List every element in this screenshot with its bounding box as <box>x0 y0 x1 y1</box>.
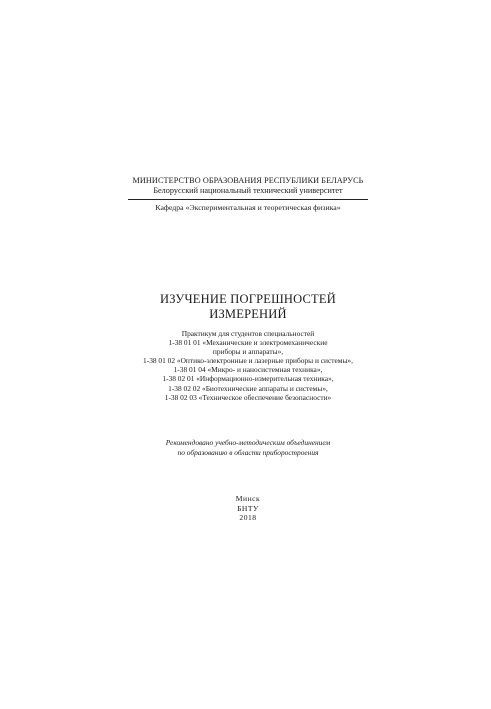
title-line: ИЗМЕРЕНИЙ <box>209 307 287 321</box>
specialty-line: Практикум для студентов специальностей <box>181 329 315 338</box>
imprint-block <box>200 494 296 523</box>
recommendation-block <box>100 438 396 457</box>
header-divider <box>128 199 368 200</box>
department-name: Кафедра «Экспериментальная и теоретическая физика» <box>155 203 341 212</box>
title-line: ИЗУЧЕНИЕ ПОГРЕШНОСТЕЙ <box>160 292 336 306</box>
imprint-city: Минск <box>235 494 261 503</box>
recommendation-line: по образованию в области приборостроения <box>177 447 319 457</box>
specialty-line: 1-38 01 01 «Механические и электромеханические <box>168 338 328 348</box>
document-title <box>100 292 396 322</box>
specialty-line: 1-38 02 02 «Биотехнические аппараты и системы», <box>168 383 328 393</box>
header-block <box>128 176 368 196</box>
ministry-name: МИНИСТЕРСТВО ОБРАЗОВАНИЯ РЕСПУБЛИКИ БЕЛАРУСЬ <box>132 176 364 185</box>
university-name: Белорусский национальный технический университет <box>153 186 343 195</box>
imprint-year: 2018 <box>239 513 257 523</box>
recommendation-line: Рекомендовано учебно-методическим объединением <box>165 438 331 447</box>
specialty-line: 1-38 01 04 «Микро- и наносистемная техника», <box>173 365 323 375</box>
specialty-line: приборы и аппараты», <box>212 347 284 357</box>
specialty-line: 1-38 02 03 «Техническое обеспечение безопасности» <box>164 392 332 402</box>
specialty-line: 1-38 01 02 «Оптико-электронные и лазерные приборы и системы», <box>143 356 353 366</box>
specialty-line: 1-38 02 01 «Информационно-измерительная техника», <box>162 374 334 384</box>
specialties-block <box>100 329 396 402</box>
imprint-publisher: БНТУ <box>237 503 259 513</box>
